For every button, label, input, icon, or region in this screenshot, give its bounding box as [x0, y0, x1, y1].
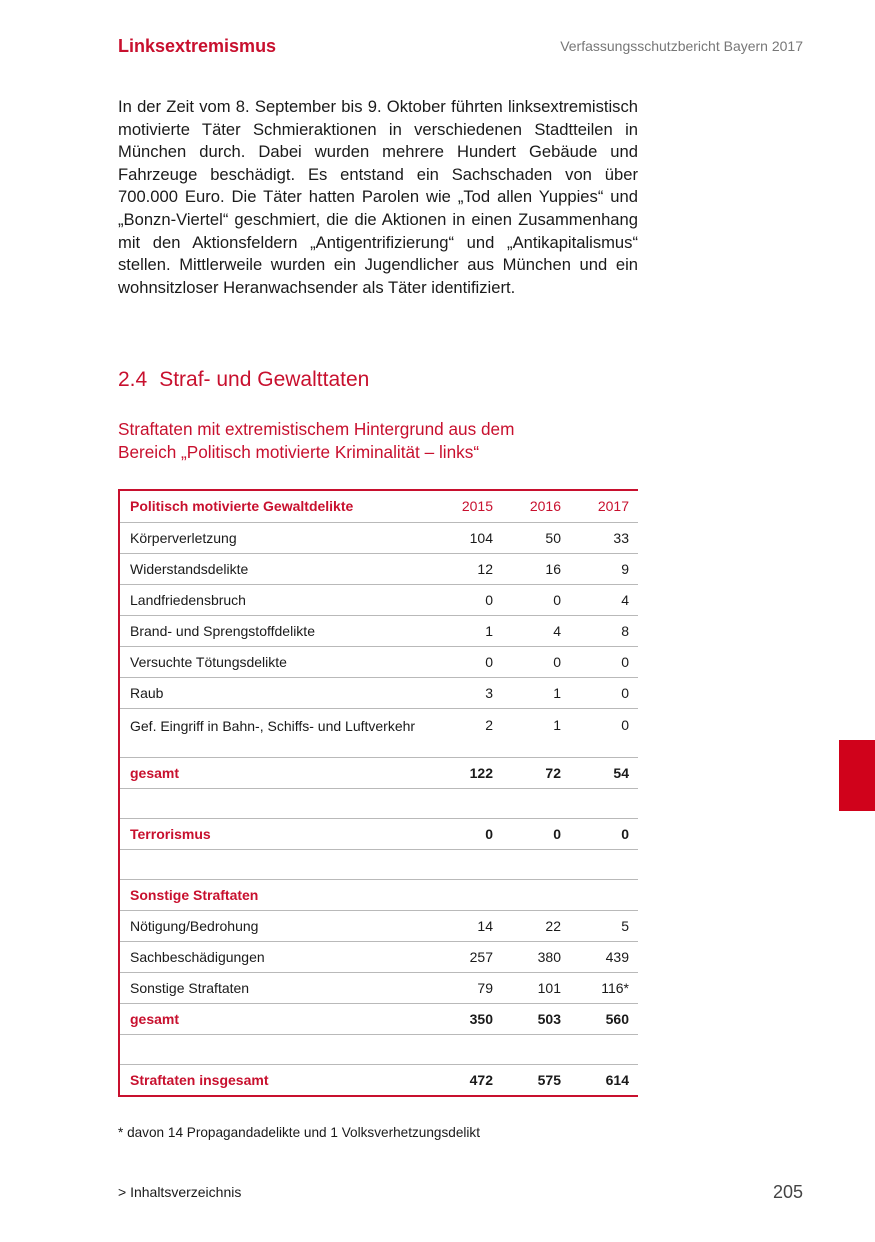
- table-caption-line-1: Straftaten mit extremistischem Hintergrund aus dem: [118, 419, 515, 439]
- cell-2017: 439: [561, 941, 638, 972]
- cell-2016: 4: [493, 615, 561, 646]
- row-label: Landfriedensbruch: [120, 584, 423, 615]
- cell-2017: 560: [561, 1003, 638, 1034]
- table-row: [120, 522, 638, 553]
- cell-2016: 0: [493, 584, 561, 615]
- cell-2017: 0: [561, 646, 638, 677]
- cell-2015: 0: [423, 818, 493, 849]
- section-number: 2.4: [118, 368, 148, 391]
- cell-2015: 350: [423, 1003, 493, 1034]
- cell-2017: 8: [561, 615, 638, 646]
- cell-2017: 0: [561, 708, 638, 757]
- cell-2015: 257: [423, 941, 493, 972]
- section-title: Straf- und Gewalttaten: [159, 368, 370, 391]
- row-label: Versuchte Tötungsdelikte: [120, 646, 423, 677]
- table-row: [120, 615, 638, 646]
- table-header-row: [120, 491, 638, 522]
- other-offenses-header-row: [120, 879, 638, 910]
- cell-2017: 5: [561, 910, 638, 941]
- cell-2015: 79: [423, 972, 493, 1003]
- cell-2015: 104: [423, 522, 493, 553]
- table-footnote: * davon 14 Propagandadelikte und 1 Volksverhetzungsdelikt: [118, 1125, 480, 1140]
- spacer-row: [120, 1034, 638, 1064]
- row-label: Sonstige Straftaten: [120, 879, 423, 910]
- table-row: [120, 646, 638, 677]
- table-row: [120, 677, 638, 708]
- chapter-title: Linksextremismus: [118, 36, 277, 56]
- cell-2015: 122: [423, 757, 493, 788]
- column-header-2017: 2017: [561, 491, 638, 522]
- cell-2015: 2: [423, 708, 493, 757]
- cell-2016: 0: [493, 818, 561, 849]
- column-header-2015: 2015: [423, 491, 493, 522]
- row-label: Raub: [120, 677, 423, 708]
- spacer-row: [120, 849, 638, 879]
- cell-2015: 472: [469, 1071, 493, 1088]
- report-title: Verfassungsschutzbericht Bayern 2017: [560, 38, 803, 54]
- cell-2016: 503: [493, 1003, 561, 1034]
- table-row: [120, 584, 638, 615]
- terrorism-row: [120, 818, 638, 849]
- row-label: Widerstandsdelikte: [120, 553, 423, 584]
- row-label: Straftaten insgesamt: [130, 1071, 269, 1088]
- column-header-category: Politisch motivierte Gewaltdelikte: [120, 491, 423, 522]
- cell-2016: 50: [493, 522, 561, 553]
- section-heading: [118, 368, 369, 392]
- cell-2016: 72: [493, 757, 561, 788]
- cell-2017: 0: [561, 818, 638, 849]
- table-caption: [118, 418, 638, 463]
- crime-statistics-table: [118, 489, 638, 1097]
- chapter-side-tab: [839, 740, 875, 811]
- cell-2015: 14: [423, 910, 493, 941]
- table-row: [120, 708, 638, 757]
- table-caption-line-2: Bereich „Politisch motivierte Kriminalität – links“: [118, 441, 480, 462]
- cell-2017: 0: [561, 677, 638, 708]
- row-label: Brand- und Sprengstoffdelikte: [120, 615, 423, 646]
- cell-2017: 614: [605, 1071, 629, 1088]
- cell-2017: 9: [561, 553, 638, 584]
- cell-2016: 1: [493, 677, 561, 708]
- cell-2015: 3: [423, 677, 493, 708]
- row-label: Gef. Eingriff in Bahn-, Schiffs- und Luftverkehr: [120, 708, 423, 757]
- intro-paragraph: In der Zeit vom 8. September bis 9. Oktober führten linksextremistisch motivierte Täter Schmieraktionen in verschiedenen Stadtteilen in München durch. Dabei wurden mehrere Hundert Gebäude und Fahrzeuge beschädigt. Es entstand ein Sachschaden von über 700.000 Euro. Die Täter hatten Parolen wie „Tod allen Yuppies“ und „Bonzn-Viertel“ geschmiert, die die Aktionen in einen Zusammenhang mit den Aktionsfeldern „Antigentrifizierung“ und „Antikapitalismus“ stellen. Mittlerweile wurden ein Jugendlicher aus München und ein wohnsitzloser Heranwachsender als Täter identifiziert.: [118, 97, 638, 297]
- row-label: Körperverletzung: [120, 522, 423, 553]
- cell-2017: 33: [561, 522, 638, 553]
- row-label: Sachbeschädigungen: [120, 941, 423, 972]
- cell-2015: 1: [423, 615, 493, 646]
- cell-2017: 116*: [561, 972, 638, 1003]
- cell-2016: 1: [493, 708, 561, 757]
- cell-2015: 12: [423, 553, 493, 584]
- page-number: 205: [772, 1182, 803, 1202]
- grand-total-row: [120, 1064, 638, 1095]
- cell-2016: 0: [493, 646, 561, 677]
- table-row: [120, 910, 638, 941]
- row-label: Sonstige Straftaten: [120, 972, 423, 1003]
- row-label: gesamt: [120, 757, 423, 788]
- row-label: Terrorismus: [120, 818, 423, 849]
- cell-2015: 0: [423, 584, 493, 615]
- row-label: gesamt: [120, 1003, 423, 1034]
- cell-2017: 54: [561, 757, 638, 788]
- column-header-2016: 2016: [493, 491, 561, 522]
- cell-2016: 380: [493, 941, 561, 972]
- cell-2015: 0: [423, 646, 493, 677]
- spacer-row: [120, 788, 638, 818]
- cell-2016: 101: [493, 972, 561, 1003]
- cell-2017: 4: [561, 584, 638, 615]
- violent-total-row: [120, 757, 638, 788]
- cell-2016: 22: [493, 910, 561, 941]
- table-of-contents-link[interactable]: > Inhaltsverzeichnis: [118, 1184, 242, 1200]
- row-label: Nötigung/Bedrohung: [120, 910, 423, 941]
- other-total-row: [120, 1003, 638, 1034]
- table-row: [120, 941, 638, 972]
- table-row: [120, 553, 638, 584]
- table-row: [120, 972, 638, 1003]
- cell-2016: 16: [493, 553, 561, 584]
- cell-2016: 575: [537, 1071, 561, 1088]
